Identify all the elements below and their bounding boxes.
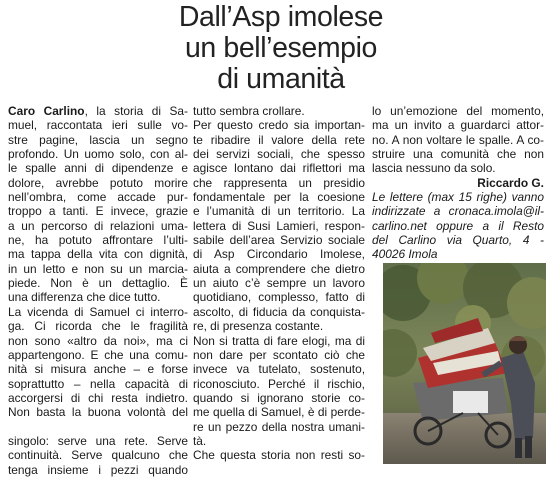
note-line: 40026 Imola: [372, 247, 438, 262]
text-line: muel, raccontata ieri sulle vo-: [8, 118, 188, 133]
note-line: carlino.net oppure a il Resto: [372, 218, 544, 233]
text-line: fondamentale per la coesione: [193, 190, 365, 205]
text-line: Non basta la buona volontà del: [8, 405, 188, 420]
text-line: nità si misura anche – e forse: [8, 362, 188, 377]
text-line: riconosciuto. Perché il rischio,: [193, 376, 365, 391]
text-fragment: , la storia di Sa-: [84, 104, 188, 118]
text-line: nell’ombra, come accade pur-: [8, 190, 188, 205]
text-line: struire una comunità che non: [372, 147, 544, 162]
text-line: Che questa storia non resti so-: [193, 448, 365, 463]
note-line: Le lettere (max 15 righe) vanno: [372, 190, 544, 205]
text-line: soprattutto – nella capacità di: [8, 376, 188, 391]
text-line: aiuta a comprendere che dietro: [193, 261, 365, 276]
text-line: ne, ha potuto affrontare l’ulti-: [8, 233, 188, 248]
text-line: appartengono. E che una comu-: [8, 347, 188, 362]
text-line: no. A non voltare le spalle. A co-: [372, 132, 544, 147]
text-line: ma tappa della vita con dignità,: [8, 247, 188, 262]
text-line: tenga insieme i pezzi quando: [8, 462, 188, 477]
text-line: accorgersi di chi resta indietro.: [8, 390, 188, 405]
salutation: Caro Carlino: [8, 104, 85, 118]
text-line: quotidiano, complesso, fatto di: [193, 290, 365, 305]
text-line: agisce lontano dai riflettori ma: [193, 161, 365, 176]
text-line: non sono «altro da noi», ma ci: [8, 333, 188, 348]
news-photo: [383, 263, 546, 464]
text-line: dolore, avrebbe potuto morire: [8, 175, 188, 190]
note-line: indirizzate a cronaca.imola@il-: [372, 204, 544, 219]
text-line: singolo: serve una rete. Serve: [8, 433, 188, 448]
text-line: di Asp Circondario Imolese,: [193, 247, 365, 262]
text-line: profondo. Un uomo solo, con al-: [8, 147, 188, 162]
headline-line: di umanità: [217, 63, 345, 95]
letter-column-1: [8, 104, 188, 477]
text-line: [8, 420, 188, 434]
text-line: stre pagine, lascia un segno: [8, 132, 188, 147]
text-line: sabile dell’area Servizio sociale: [193, 233, 365, 248]
text-line: una differenza che dice tutto.: [8, 290, 161, 305]
text-line: un aiuto c’è sempre un lavoro: [193, 276, 365, 291]
text-line: tà.: [193, 433, 207, 448]
letter-column-2: [193, 104, 365, 463]
text-line: me quella di Samuel, è di perde-: [193, 405, 365, 420]
text-line: ascolto, di fiducia da conquista-: [193, 304, 365, 319]
text-line: Non si tratta di fare elogi, ma di: [193, 333, 365, 348]
note-line: del Carlino via Quarto, 4 -: [372, 233, 544, 248]
text-line: quando si ignorano storie co-: [193, 390, 365, 405]
text-line: e l’umanità di un territorio. La: [193, 204, 365, 219]
text-line: lo un’emozione del momento,: [372, 104, 544, 118]
text-line: Per questo credo sia importan-: [193, 118, 365, 133]
text-line: tutto sembra crollare.: [193, 104, 305, 118]
letter-column-3: [372, 104, 544, 262]
text-line: ma un invito a guardarci attor-: [372, 118, 544, 133]
text-line: non dare per scontato ciò che: [193, 347, 365, 362]
text-line: piede. Non è un dettaglio. È: [8, 276, 188, 291]
text-line: re un pezzo della nostra umani-: [193, 419, 365, 434]
text-line: in un letto e non su un marcia-: [8, 261, 188, 276]
signature: Riccardo G.: [477, 175, 544, 190]
submission-note: [372, 190, 544, 262]
text-line: troppo a tanti. E invece, grazie: [8, 204, 188, 219]
headline: [150, 2, 412, 95]
text-line: [8, 104, 188, 118]
text-line: invece va tutelato, sostenuto,: [193, 362, 365, 377]
text-line: re, di presenza costante.: [193, 319, 324, 334]
text-line: dei servizi sociali, che spesso: [193, 147, 365, 162]
text-line: a un percorso di relazioni uma-: [8, 218, 188, 233]
text-line: lascia nessuno da solo.: [372, 161, 496, 176]
text-line: lettera di Susi Lamieri, respon-: [193, 218, 365, 233]
text-line: le spalle anni di dipendenze e: [8, 161, 188, 176]
text-line: continuità. Serve qualcuno che: [8, 448, 188, 463]
text-line: La vicenda di Samuel ci interro-: [8, 304, 188, 319]
headline-line: un bell’esempio: [184, 32, 378, 64]
text-line: che rappresenta un presidio: [193, 175, 365, 190]
text-line: te ribadire il valore della rete: [193, 132, 365, 147]
text-line: ga. Ci ricorda che le fragilità: [8, 319, 188, 334]
headline-line: Dall’Asp imolese: [178, 1, 384, 33]
